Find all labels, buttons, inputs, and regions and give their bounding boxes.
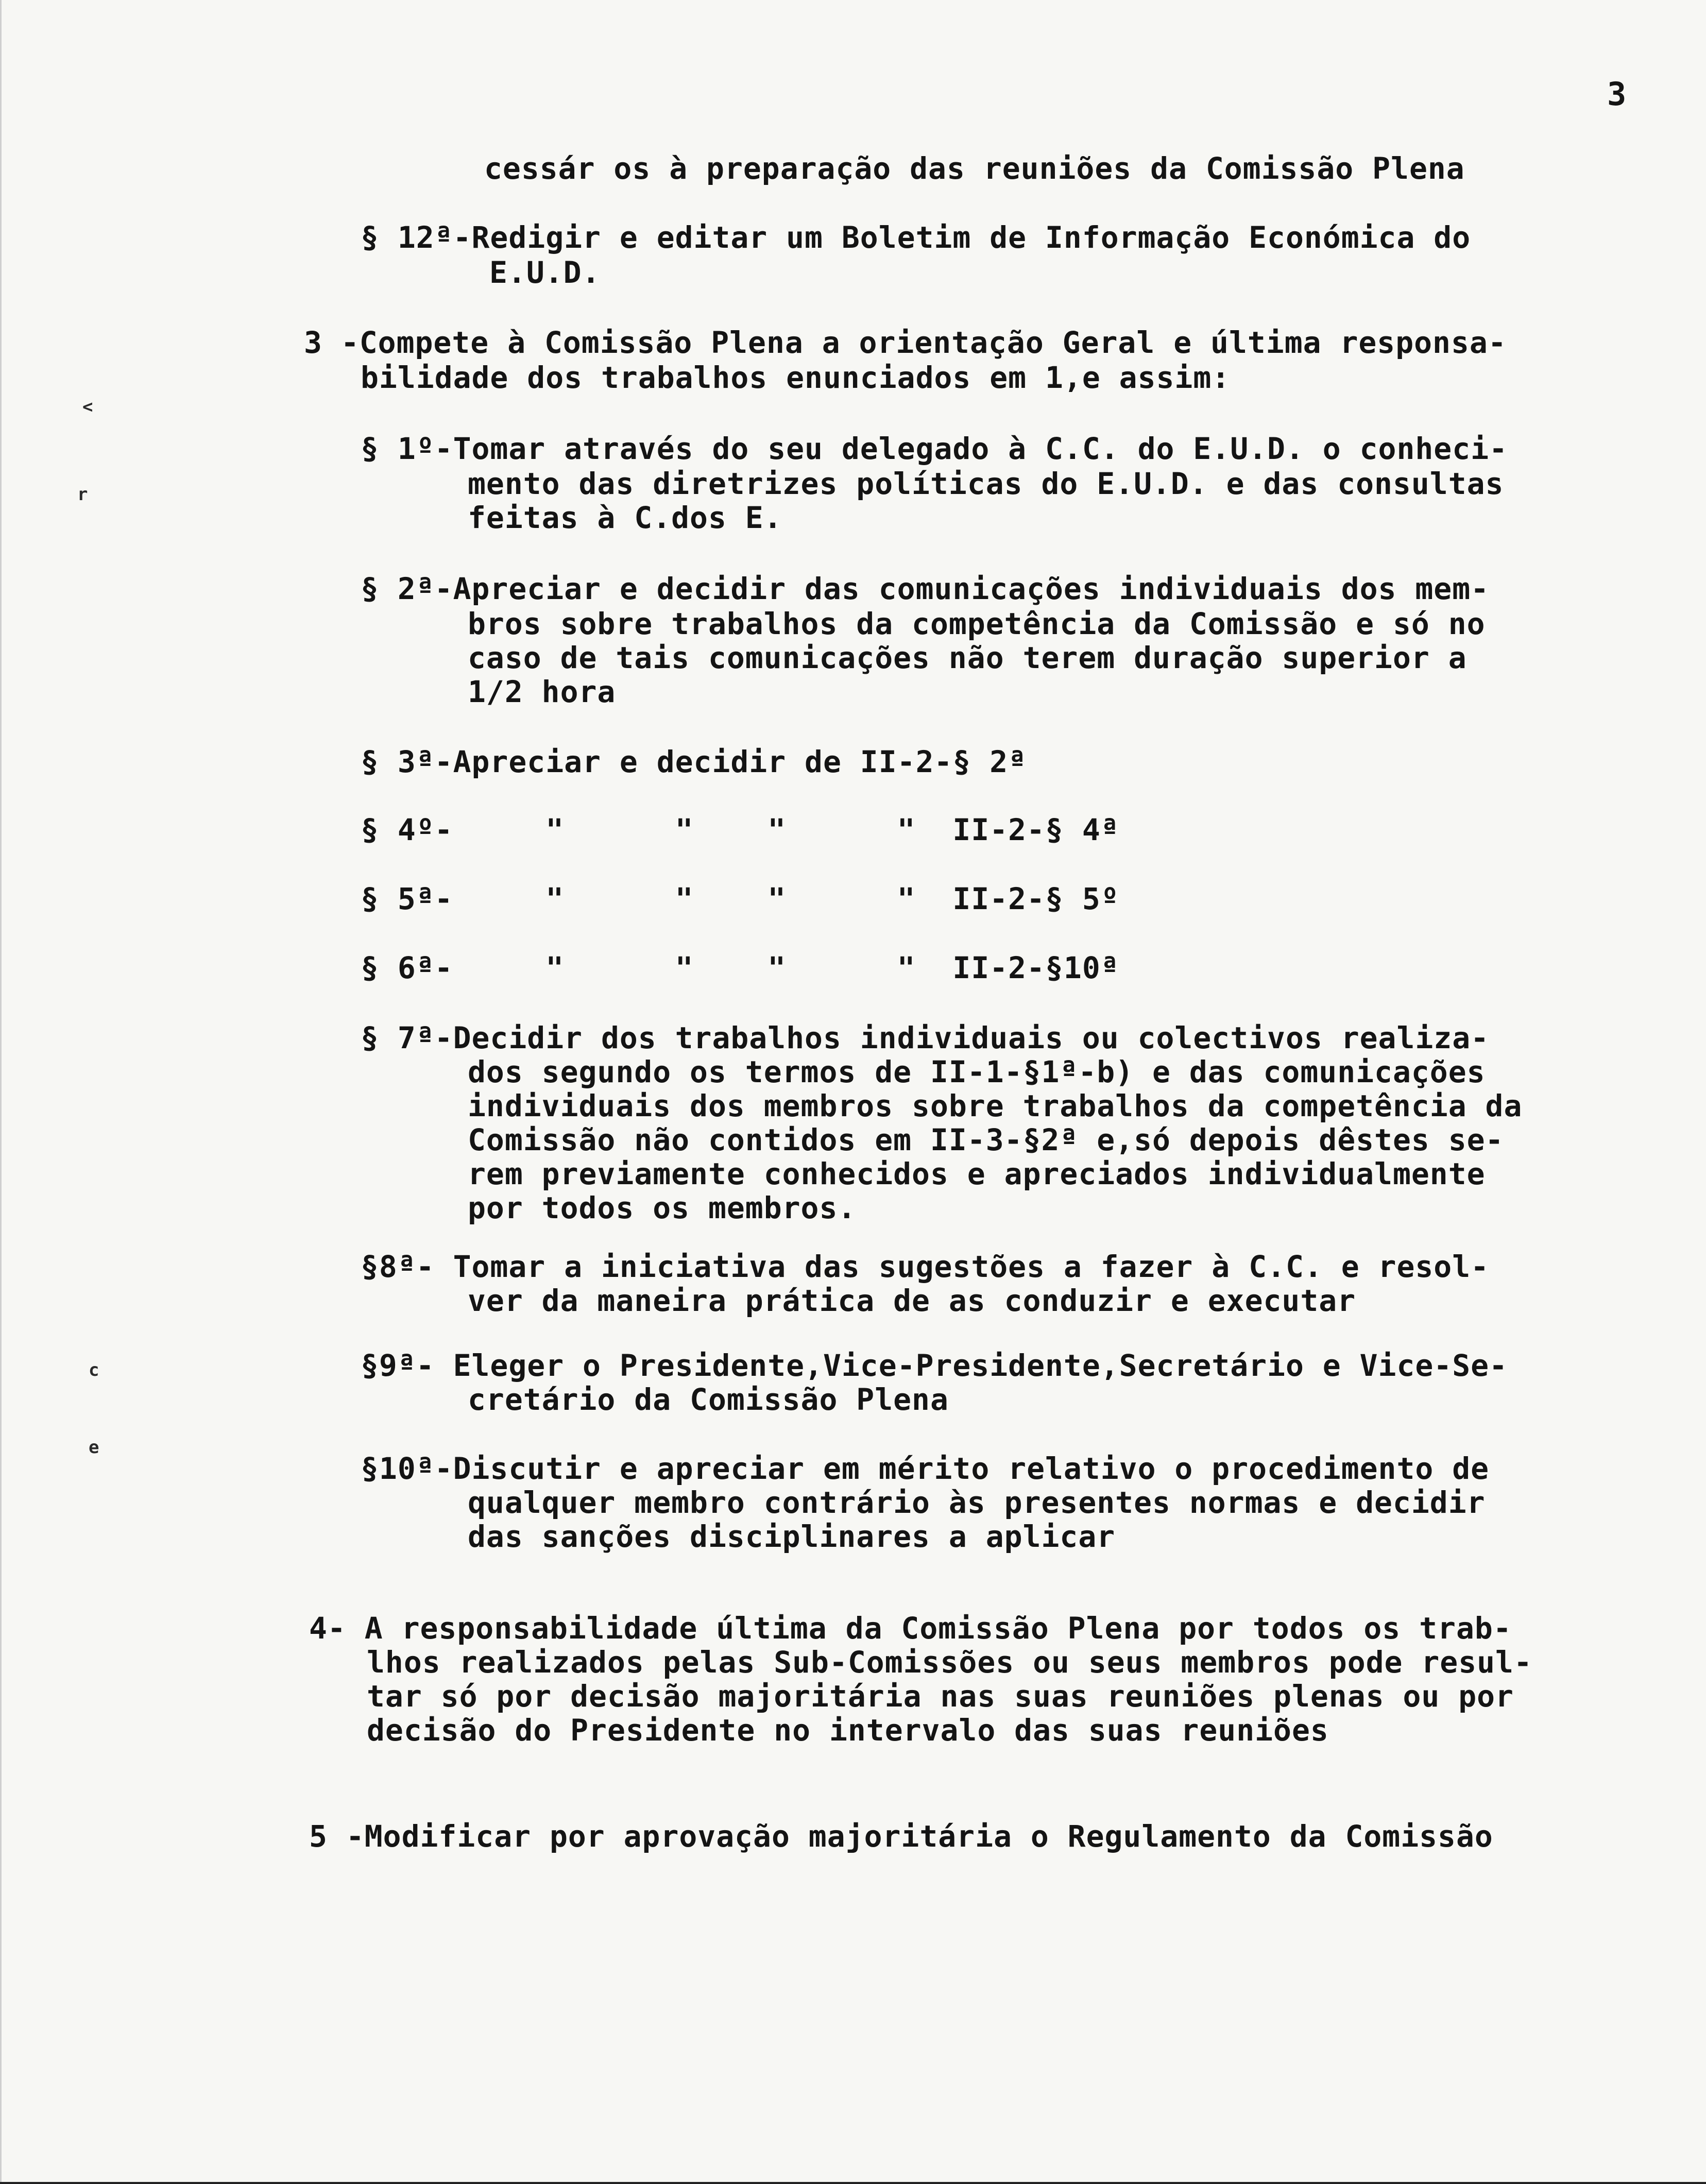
- clause-10-line-2: qualquer membro contrário às presentes normas e decidir: [468, 1485, 1486, 1520]
- item-3-line-2: bilidade dos trabalhos enunciados em 1,e assim:: [361, 360, 1231, 395]
- margin-mark: <: [82, 397, 93, 417]
- clause-1-line-1: § 1º-Tomar através do seu delegado à C.C. do E.U.D. o conheci-: [361, 431, 1508, 466]
- clause-9-line-2: cretário da Comissão Plena: [468, 1382, 949, 1417]
- clause-5-line: § 5ª- " " " " II-2-§ 5º: [361, 881, 1119, 916]
- item-4-line-3: tar só por decisão majoritária nas suas reuniões plenas ou por: [367, 1679, 1514, 1714]
- clause-4-line: § 4º- " " " " II-2-§ 4ª: [361, 812, 1119, 847]
- scan-edge-bottom: [0, 2182, 1706, 2184]
- clause-7-line-3: individuais dos membros sobre trabalhos da competência da: [468, 1088, 1523, 1123]
- clause-1-line-2: mento das diretrizes políticas do E.U.D. e das consultas: [468, 466, 1504, 501]
- item-4-line-1: 4- A responsabilidade última da Comissão Plena por todos os trab-: [309, 1611, 1512, 1646]
- continuation-line: cessár os à preparação das reuniões da Comissão Plena: [484, 151, 1465, 186]
- clause-8-line-1: §8ª- Tomar a iniciativa das sugestões a fazer à C.C. e resol-: [361, 1249, 1490, 1284]
- clause-2-line-3: caso de tais comunicações não terem duração superior a: [468, 640, 1467, 675]
- item-5-line: 5 -Modificar por aprovação majoritária o Regulamento da Comissão: [309, 1819, 1493, 1854]
- clause-12-line-1: § 12ª-Redigir e editar um Boletim de Informação Económica do: [361, 220, 1471, 255]
- margin-mark: e: [89, 1437, 99, 1458]
- clause-7-line-5: rem previamente conhecidos e apreciados individualmente: [468, 1156, 1486, 1191]
- clause-7-line-1: § 7ª-Decidir dos trabalhos individuais ou colectivos realiza-: [361, 1020, 1490, 1055]
- margin-mark: r: [77, 484, 88, 505]
- clause-2-line-4: 1/2 hora: [468, 674, 616, 709]
- page-number: 3: [1607, 75, 1627, 113]
- clause-7-line-2: dos segundo os termos de II-1-§1ª-b) e das comunicações: [468, 1054, 1486, 1089]
- clause-7-line-4: Comissão não contidos em II-3-§2ª e,só depois dêstes se-: [468, 1122, 1504, 1157]
- clause-2-line-2: bros sobre trabalhos da competência da Comissão e só no: [468, 606, 1486, 641]
- margin-mark: c: [89, 1360, 99, 1380]
- clause-10-line-1: §10ª-Discutir e apreciar em mérito relativo o procedimento de: [361, 1451, 1490, 1486]
- clause-9-line-1: §9ª- Eleger o Presidente,Vice-Presidente,Secretário e Vice-Se-: [361, 1348, 1508, 1383]
- item-3-line-1: 3 -Compete à Comissão Plena a orientação Geral e última responsa-: [304, 325, 1507, 360]
- item-4-line-2: lhos realizados pelas Sub-Comissões ou seus membros pode resul-: [367, 1645, 1532, 1680]
- clause-6-line: § 6ª- " " " " II-2-§10ª: [361, 950, 1119, 985]
- clause-1-line-3: feitas à C.dos E.: [468, 500, 782, 535]
- clause-2-line-1: § 2ª-Apreciar e decidir das comunicações individuais dos mem-: [361, 571, 1490, 606]
- clause-8-line-2: ver da maneira prática de as conduzir e executar: [468, 1283, 1356, 1318]
- clause-10-line-3: das sanções disciplinares a aplicar: [468, 1519, 1116, 1554]
- scan-edge-left: [0, 0, 2, 2184]
- clause-3-line: § 3ª-Apreciar e decidir de II-2-§ 2ª: [361, 744, 1027, 779]
- item-4-line-4: decisão do Presidente no intervalo das suas reuniões: [367, 1713, 1329, 1748]
- clause-7-line-6: por todos os membros.: [468, 1190, 857, 1225]
- clause-12-line-2: E.U.D.: [489, 255, 601, 290]
